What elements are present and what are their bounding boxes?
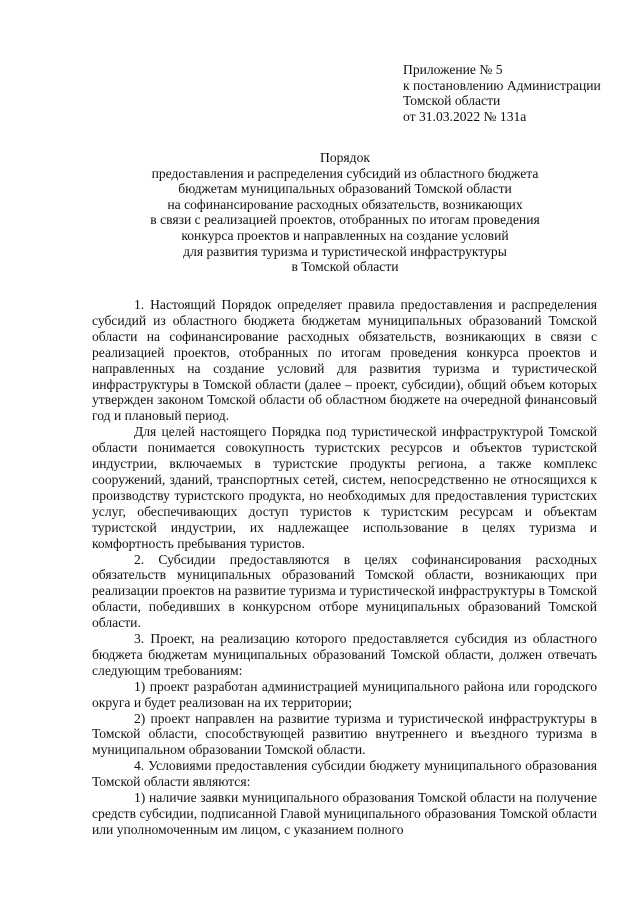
- title-line: Порядок: [320, 150, 370, 165]
- title-line: для развития туризма и туристической инфраструктуры: [183, 243, 507, 259]
- body-paragraph: 1) наличие заявки муниципального образования Томской области на получение средств субсидии, подписанной Главой муниципального образования Томской области или уполномоченным им лицом, с указанием полного: [92, 790, 597, 837]
- appendix-reference: [403, 62, 601, 124]
- title-line: в связи с реализацией проектов, отобранных по итогам проведения: [150, 212, 540, 228]
- body-paragraph: 2) проект направлен на развитие туризма и туристической инфраструктуры в Томской области, способствующей развитию внутреннего и въездного туризма в муниципальном образовании Томской области.: [92, 710, 597, 758]
- title-line: на софинансирование расходных обязательств, возникающих: [167, 196, 523, 212]
- body-paragraph: 3. Проект, на реализацию которого предоставляется субсидия из областного бюджета бюджетам муниципальных образований Томской области, должен отвечать следующим требованиям:: [92, 631, 597, 678]
- document-title: [60, 150, 630, 275]
- title-line: предоставления и распределения субсидий из областного бюджета: [151, 165, 539, 181]
- title-line: конкурса проектов и направленных на создание условий: [181, 227, 509, 243]
- document-body: [92, 297, 597, 838]
- title-line: бюджетам муниципальных образований Томской области: [178, 181, 512, 197]
- appendix-line: Приложение № 5: [403, 62, 503, 77]
- body-paragraph: 1. Настоящий Порядок определяет правила предоставления и распределения субсидий из областного бюджета бюджетам муниципальных образований Томской области на софинансирование расходных обязательств, возникающих в связи с реализацией проектов, отобранных по итогам проведения конкурса проектов и направленных на создание условий для развития туризма и туристической инфраструктуры в Томской области (далее – проект, субсидии), общий объем которых утвержден законом Томской области об областном бюджете на очередной финансовый год и плановый период.: [92, 297, 597, 424]
- appendix-line: Томской области: [403, 93, 501, 108]
- appendix-line: от 31.03.2022 № 131а: [403, 108, 527, 124]
- body-paragraph: 1) проект разработан администрацией муниципального района или городского округа и будет реализован на их территории;: [92, 678, 597, 710]
- body-paragraph: 2. Субсидии предоставляются в целях софинансирования расходных обязательств муниципальных образований Томской области, возникающих при реализации проектов на развитие туризма и туристической инфраструктуры в Томской области, победивших в конкурсном отборе муниципальных образований Томской области.: [92, 551, 597, 631]
- body-paragraph: 4. Условиями предоставления субсидии бюджету муниципального образования Томской области являются:: [92, 758, 597, 790]
- title-line: в Томской области: [291, 259, 399, 275]
- appendix-line: к постановлению Администрации: [403, 77, 601, 93]
- body-paragraph: Для целей настоящего Порядка под туристической инфраструктурой Томской области понимается совокупность туристских ресурсов и объектов туристской индустрии, включаемых в туристские продукты региона, а также комплекс сооружений, зданий, транспортных сетей, систем, непосредственно не относящихся к производству туристского продукта, но необходимых для предоставления туристских услуг, обеспечивающих доступ туристов к туристским ресурсам и объектам туристской индустрии, их надлежащее использование в целях туризма и комфортность пребывания туристов.: [92, 424, 597, 551]
